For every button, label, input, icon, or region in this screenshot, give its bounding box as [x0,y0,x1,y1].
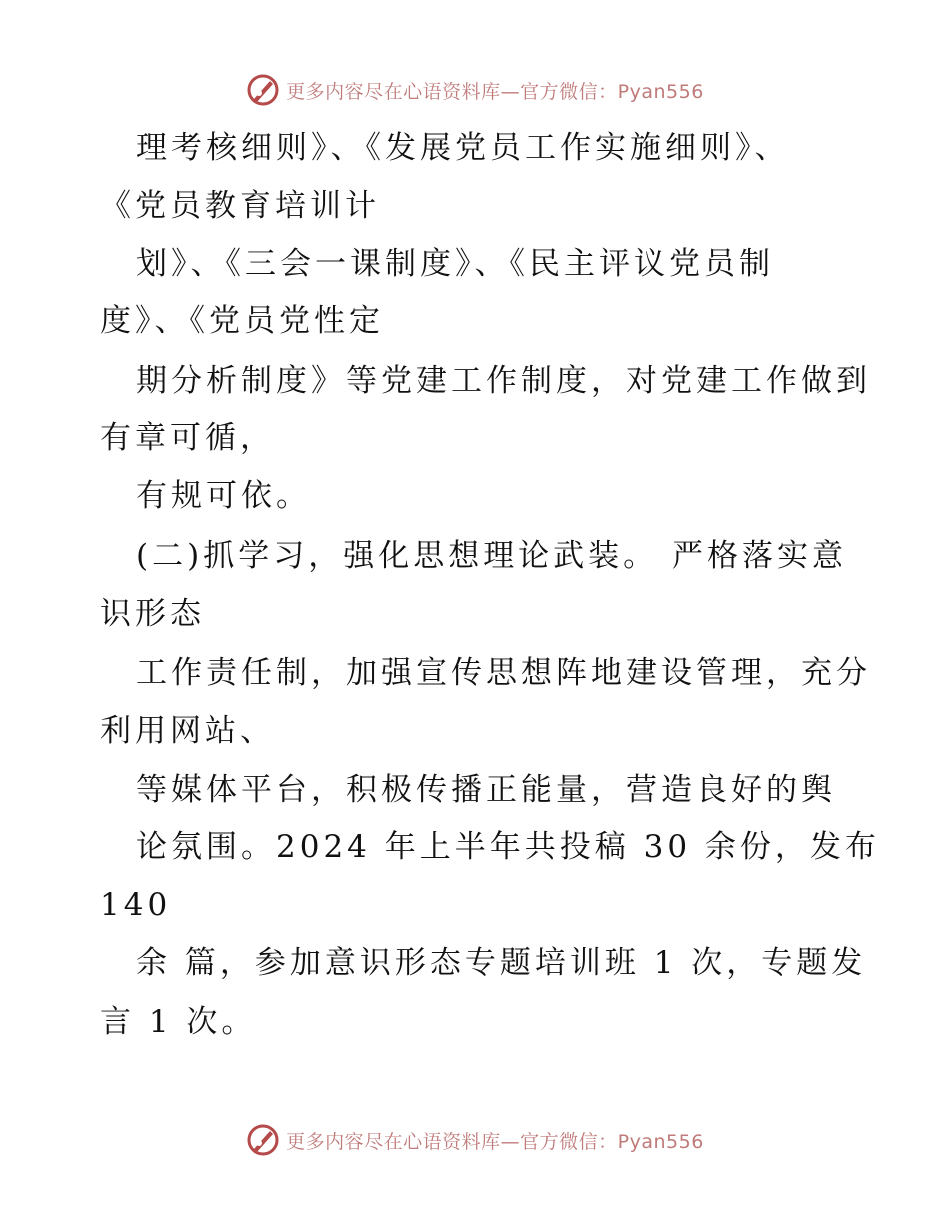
text-line: 利用网站、 [100,713,275,749]
text-line: 等媒体平台，积极传播正能量，营造良好的舆 [136,772,836,808]
text-line: 《党员教育培训计 [100,188,380,224]
text-line: 有规可依。 [136,478,311,514]
banner-text: 更多内容尽在心语资料库—官方微信：Pyan556 [286,80,704,103]
text-line: (二)抓学习，强化思想理论武装。 严格落实意 [136,538,848,574]
footer-banner [0,1120,950,1160]
text-line: 理考核细则》、《发展党员工作实施细则》、 [136,130,790,166]
text-line: 有章可循， [100,420,275,456]
text-line: 识形态 [100,596,205,632]
text-line: 论氛围。2024 年上半年共投稿 30 余份，发布 [136,829,880,865]
pen-logo-icon [246,1123,280,1157]
banner-text: 更多内容尽在心语资料库—官方微信：Pyan556 [286,1130,704,1153]
text-line: 度》、《党员党性定 [100,303,384,339]
text-line: 140 [100,887,172,923]
text-line: 期分析制度》等党建工作制度，对党建工作做到 [136,363,871,399]
text-line: 余 篇，参加意识形态专题培训班 1 次，专题发 [136,945,867,981]
text-line: 言 1 次。 [100,1004,257,1040]
text-line: 工作责任制，加强宣传思想阵地建设管理，充分 [136,655,871,691]
text-line: 划》、《三会一课制度》、《民主评议党员制 [136,246,774,282]
